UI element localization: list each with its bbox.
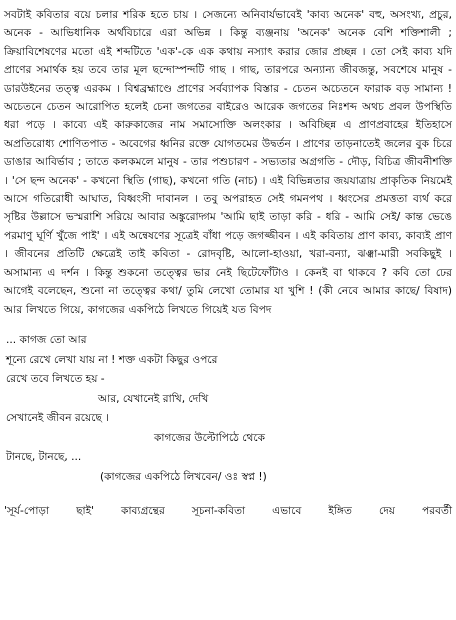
- poem-quote: [4, 331, 452, 488]
- body-paragraph: সবটাই কবিতার বয়ে চলার শরিক হতে চায় । সেজন্যে অনিবার্যভাবেই 'কাব্য অনেক' বহু, অসংখ্য, প্রচুর, অনেক - আভিধানিক অর্থবিচারে এরা অভিন্ন । কিন্তু ব্যঞ্জনায় 'অনেক' অনেক বেশি শক্তিশালী ; ক্রিয়াবিশেষণের মতো এই শব্দটিতে 'এক'-কে এক কথায় নস্যাৎ করার জোর প্রচ্ছন্ন । তো সেই কাব্য যদি প্রাণের সমার্থক হয় তবে তার মূল ছন্দোস্পন্দটি গাছ । গাছ, তারপরে অন্যান্য জীবজন্তু, সবশেষে মানুষ - ডারউইনের তত্ত্ব এরকম । বিশ্বব্রহ্মাণ্ডে প্রাণের সর্বব্যাপক বিস্তার - চেতন অচেতনে ফারাক বড় সামান্য ! অচেতনে চেতন আরোপিত হলেই চেনা জগতের বাইরেও আরেক জগতের নিঃশব্দ অথচ প্রবল উপস্থিতি ধরা পড়ে । কাব্যে এই কারুকাজের নাম সমাসোক্তি অলংকার । অবিচ্ছিন্ন এ প্রাণপ্রবাহের ইতিহাসে অপ্রতিরোধ্য শোণিতপাত - অবেগের ধ্বনির রক্তে যোগতমের উদ্বর্তন । প্রাণের তাড়নাতেই জলের বুক চিরে ডাঙার আবির্ভাব ; তাতে কলকমলে মানুষ - তার পশুচারণ - সভ্যতার অগ্রগতি - দৌড়, বিচিত্র জীবনীশক্তি । 'সে ছন্দ অনেক' - কখনো স্থিতি (গাছ), কখনো গতি (নাচ) । এই বিভিন্নতার জয়যাত্রায় প্রাকৃতিক নিয়মেই আসে গতিরোধী আঘাত, বিধ্বংসী দাবানল । তবু অপরাহত সেই গমনপথ । ধ্বংসের প্রমত্ততা ব্যর্থ করে সৃষ্টির উল্লাসে ভস্মরাশি সরিয়ে আবার অঙ্কুরোদ্গম 'আমি ছাই তাড়া করি - ধরি - আমি সেই/ কান্ত ভেঙে পরমাণু ঘূর্ণি খুঁজে পাই' । এই অন্বেষণের সূত্রেই বাঁধা পড়ে জগজ্জীবন । এই কবিতায় প্রাণ কাব্য, কাব্যই প্রাণ । জীবনের প্রতিটি ক্ষেত্রেই তাই কবিতা - রোদবৃষ্টি, আলো-হাওয়া, খরা-বন্যা, ঝঞ্ঝা-মারী সবকিছুই । অসামান্য এ দর্শন । কিন্তু শুকনো তত্ত্বের ভার নেই ছিটেফোঁটাও । কেনই বা থাকবে ? কবি তো ঢের আগেই বলেছেন, শুনো না তত্ত্বের কথা/ তুমি লেখো তোমার যা খুশি ! (কী নেবে আমার কাছে/ বিষাদ) আর লিখতে গিয়ে, কাগজের একপিঠে লিখতে গিয়েই যত বিপদ: [4, 9, 452, 316]
- poem-line: রেখে তবে লিখতে হয় -: [6, 373, 105, 386]
- closing-line: 'সূর্য-পোড়া ছাই' কাব্যগ্রন্থের সূচনা-কবিতা এভাবে ইঙ্গিত দেয় পরবর্তী: [4, 504, 452, 517]
- poem-line: শূন্যে রেখে লেখা যায় না ! শক্ত একটা কিছুর ওপরে: [6, 353, 218, 366]
- poem-line: সেখানেই জীবন রয়েছে ।: [6, 412, 110, 425]
- poem-line: টানছে, টানছে, ...: [6, 451, 82, 464]
- poem-source: (কাগজের একপিঠে লিখবেন/ ওঃ স্বপ্ন !): [100, 471, 267, 484]
- poem-line: কাগজের উল্টোপিঠে থেকে: [154, 431, 266, 444]
- poem-line: আর, যেখানেই রাখি, দেখি: [98, 392, 209, 405]
- poem-line: ... কাগজ তো আর: [6, 333, 87, 346]
